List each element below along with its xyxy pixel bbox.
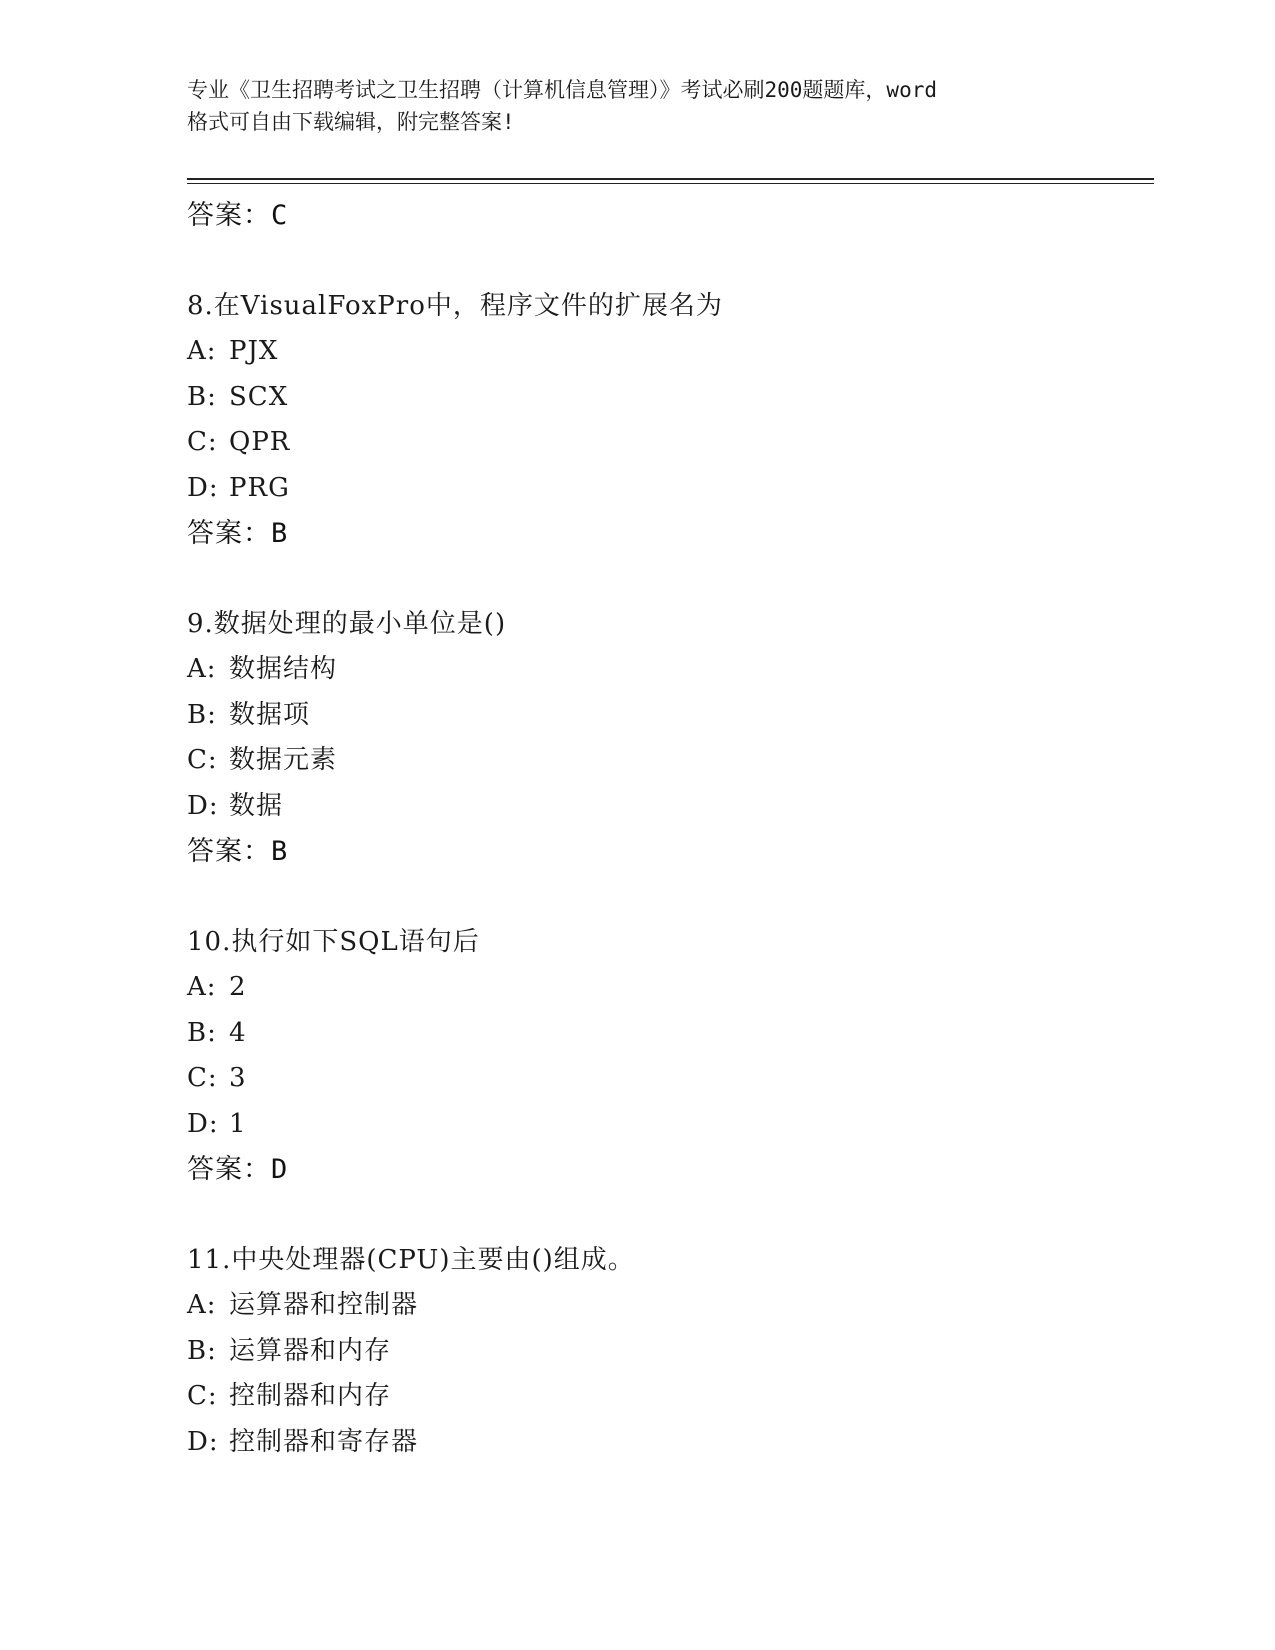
question-item [187,1238,1147,1466]
option-a: A: 2 [187,972,247,1002]
answer-line: 答案：D [187,1154,289,1185]
question-item [187,920,1147,1193]
option-c: C: 控制器和内存 [187,1381,392,1411]
question-stem: 11.中央处理器(CPU)主要由()组成。 [187,1244,635,1275]
question-item [187,602,1147,875]
answer-line: 答案：B [187,518,289,549]
option-d: D: PRG [187,472,290,503]
header-line-2: 格式可自由下载编辑，附完整答案! [187,110,515,134]
option-b: B: 4 [187,1017,247,1048]
header-divider [187,178,1154,184]
document-header [187,74,1087,138]
option-c: C: 数据元素 [187,745,338,775]
question-list [187,193,1147,1465]
question-item [187,284,1147,557]
question-stem: 9.数据处理的最小单位是() [187,608,507,639]
option-a: A: 运算器和控制器 [187,1290,419,1320]
answer-line: 答案：C [187,200,289,231]
option-b: B: 数据项 [187,699,311,730]
question-stem: 10.执行如下SQL语句后 [187,926,480,957]
option-c: C: 3 [187,1063,247,1093]
option-c: C: QPR [187,427,291,457]
option-a: A: 数据结构 [187,654,338,684]
option-d: D: 1 [187,1108,247,1139]
option-d: D: 数据 [187,790,284,821]
question-stem: 8.在VisualFoxPro中，程序文件的扩展名为 [187,290,723,321]
option-a: A: PJX [187,336,279,366]
answer-line: 答案：B [187,836,289,867]
option-b: B: 运算器和内存 [187,1335,392,1366]
header-line-1: 专业《卫生招聘考试之卫生招聘（计算机信息管理）》考试必刷200题题库，word [187,78,937,102]
option-b: B: SCX [187,381,289,412]
option-d: D: 控制器和寄存器 [187,1426,419,1457]
